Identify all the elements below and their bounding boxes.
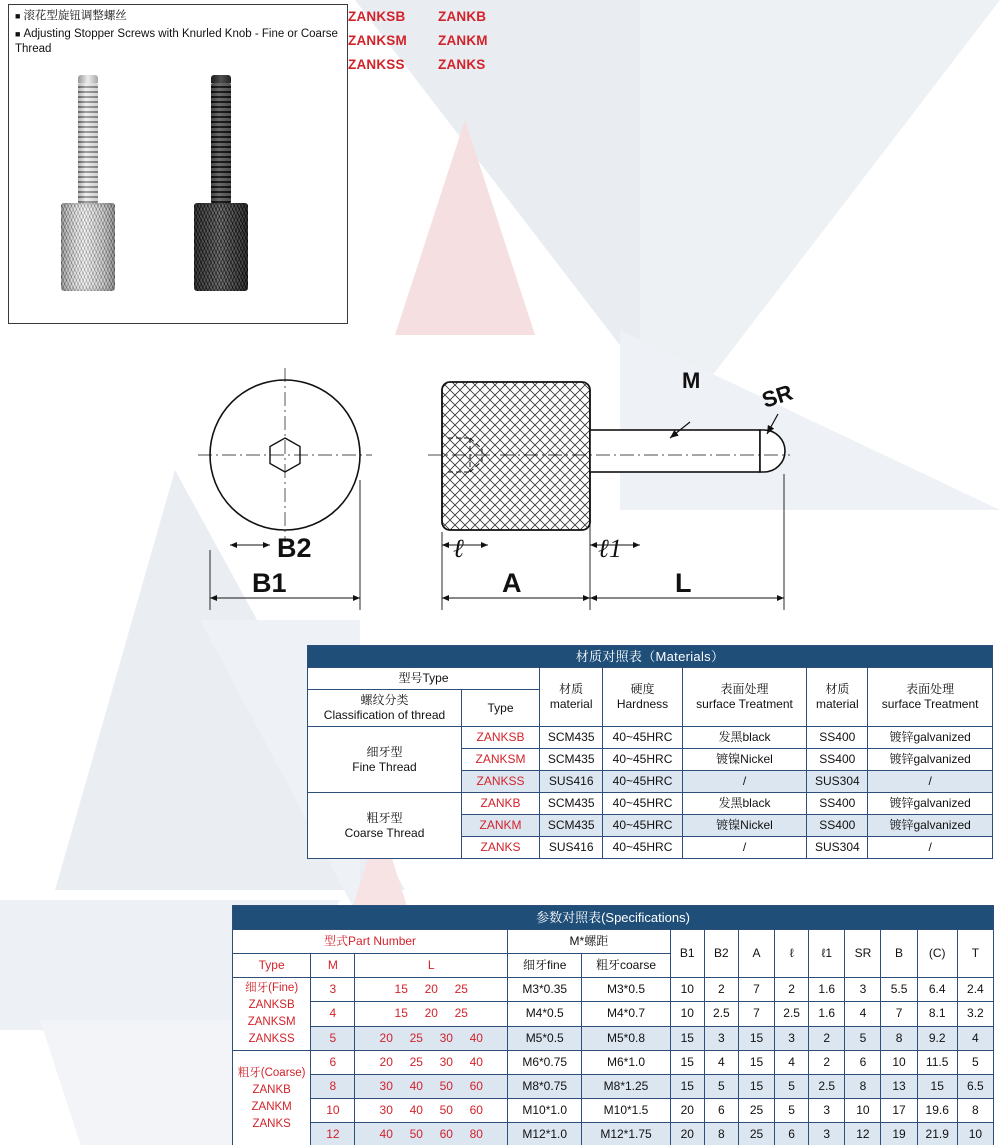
spec-header-fine: 细牙fine xyxy=(508,954,582,978)
materials-surface: 镀镍Nickel xyxy=(682,749,807,771)
model-code-list xyxy=(348,4,588,76)
spec-l-1: 15 xyxy=(394,1006,408,1021)
spec-l-4: 60 xyxy=(469,1103,483,1117)
spec-l xyxy=(355,1026,508,1050)
group-coarse-code-1: ZANKB xyxy=(252,1083,291,1096)
spec-b2: 6 xyxy=(704,1099,738,1123)
materials-hardness: 40~45HRC xyxy=(603,815,682,837)
model-code: ZANKS xyxy=(438,56,486,72)
screw-tip-a xyxy=(78,75,98,83)
materials-surface2: 镀锌galvanized xyxy=(868,793,993,815)
hdr-hardness-en: Hardness xyxy=(616,697,669,711)
hdr-surface2-cn: 表面处理 xyxy=(906,682,955,696)
materials-type: ZANKB xyxy=(462,793,540,815)
hdr-surface2-en: surface Treatment xyxy=(881,697,979,711)
materials-material2: SS400 xyxy=(807,793,868,815)
spec-fine: M5*0.5 xyxy=(508,1026,582,1050)
spec-l-3: 25 xyxy=(454,982,468,997)
hdr-class-cn: 螺纹分类 xyxy=(360,693,409,707)
spec-title: 参数对照表(Specifications) xyxy=(233,906,994,930)
product-title-en: Adjusting Stopper Screws with Knurled Knob - Fine or Coarse Thread xyxy=(15,28,338,55)
group-fine-code-2: ZANKSM xyxy=(247,1016,296,1028)
materials-header-material-2 xyxy=(807,668,868,727)
spec-col-c: (C) xyxy=(917,930,957,978)
spec-m: 10 xyxy=(311,1099,355,1123)
materials-surface: / xyxy=(682,837,807,859)
spec-header-type: Type xyxy=(233,954,311,978)
spec-c: 15 xyxy=(917,1075,957,1099)
bullet-icon: ■ xyxy=(15,11,21,21)
spec-l-3: 60 xyxy=(439,1127,453,1141)
materials-material2: SS400 xyxy=(807,727,868,749)
spec-header-coarse: 粗牙coarse xyxy=(582,954,670,978)
spec-header-row-1 xyxy=(233,930,994,954)
product-photo-card xyxy=(8,4,348,324)
spec-l-small: 3 xyxy=(775,1026,809,1050)
svg-text:M: M xyxy=(682,368,701,393)
hdr-surface1-cn: 表面处理 xyxy=(720,682,769,696)
spec-b: 10 xyxy=(881,1051,917,1075)
materials-material2: SUS304 xyxy=(807,771,868,793)
spec-b2: 2 xyxy=(704,978,738,1002)
screw-shank-b xyxy=(211,83,231,203)
spec-c: 11.5 xyxy=(917,1051,957,1075)
technical-drawing xyxy=(170,350,870,650)
hdr-hardness-cn: 硬度 xyxy=(630,682,655,696)
product-title xyxy=(9,5,347,57)
spec-l-3: 50 xyxy=(439,1079,453,1093)
spec-row-m3 xyxy=(233,978,994,1002)
group-coarse-cn: 粗牙型 xyxy=(366,810,403,825)
spec-col-b1: B1 xyxy=(670,930,704,978)
spec-l-2: 20 xyxy=(424,982,438,997)
spec-col-sr: SR xyxy=(845,930,881,978)
materials-material: SCM435 xyxy=(540,727,603,749)
spec-l-3: 50 xyxy=(439,1103,453,1117)
spec-t: 2.4 xyxy=(957,978,993,1002)
screw-knurled-knob-b xyxy=(194,203,248,291)
spec-c: 21.9 xyxy=(917,1123,957,1145)
spec-l xyxy=(355,1099,508,1123)
spec-l1: 2 xyxy=(809,1051,845,1075)
spec-b1: 10 xyxy=(670,978,704,1002)
materials-header-type-group: 型号Type xyxy=(308,668,540,690)
group-coarse-code-2: ZANKM xyxy=(251,1100,292,1113)
spec-l-1: 40 xyxy=(379,1127,393,1141)
spec-sr: 12 xyxy=(845,1123,881,1145)
spec-row-m4 xyxy=(233,1002,994,1026)
materials-hardness: 40~45HRC xyxy=(603,727,682,749)
spec-col-a: A xyxy=(738,930,774,978)
materials-material: SCM435 xyxy=(540,749,603,771)
materials-title-row xyxy=(308,646,993,668)
model-code-row xyxy=(348,52,588,76)
screw-knurled-knob-a xyxy=(61,203,115,291)
spec-l xyxy=(355,978,508,1002)
spec-c: 19.6 xyxy=(917,1099,957,1123)
svg-text:ℓ1: ℓ1 xyxy=(598,534,622,563)
spec-l1: 2.5 xyxy=(809,1075,845,1099)
materials-hardness: 40~45HRC xyxy=(603,749,682,771)
spec-coarse: M6*1.0 xyxy=(582,1051,670,1075)
spec-m: 4 xyxy=(311,1002,355,1026)
model-code: ZANKSS xyxy=(348,56,405,72)
group-coarse-label: 粗牙(Coarse) xyxy=(237,1066,306,1079)
spec-sr: 3 xyxy=(845,978,881,1002)
spec-l1: 1.6 xyxy=(809,978,845,1002)
dimension-l1 xyxy=(590,534,640,563)
bullet-icon-2: ■ xyxy=(15,29,21,39)
spec-sr: 8 xyxy=(845,1075,881,1099)
spec-a: 25 xyxy=(738,1099,774,1123)
spec-t: 8 xyxy=(957,1099,993,1123)
spec-c: 9.2 xyxy=(917,1026,957,1050)
spec-l-2: 25 xyxy=(409,1030,423,1045)
spec-fine: M4*0.5 xyxy=(508,1002,582,1026)
spec-b1: 15 xyxy=(670,1026,704,1050)
materials-header-hardness xyxy=(603,668,682,727)
model-code-row xyxy=(348,4,588,28)
spec-b: 19 xyxy=(881,1123,917,1145)
spec-row-m5 xyxy=(233,1026,994,1050)
hdr-material-en: material xyxy=(549,697,593,711)
materials-hardness: 40~45HRC xyxy=(603,793,682,815)
model-code: ZANKSM xyxy=(348,32,407,48)
spec-title-row xyxy=(233,906,994,930)
group-fine-label: 细牙(Fine) xyxy=(245,982,299,994)
materials-group-coarse xyxy=(308,793,462,859)
spec-row-m10 xyxy=(233,1099,994,1123)
drawing-side-view xyxy=(428,382,790,530)
materials-surface2: / xyxy=(868,771,993,793)
spec-l-2: 50 xyxy=(409,1127,423,1141)
spec-a: 15 xyxy=(738,1051,774,1075)
spec-col-b2: B2 xyxy=(704,930,738,978)
model-code: ZANKM xyxy=(438,32,488,48)
materials-surface: 发黑black xyxy=(682,727,807,749)
product-photo-stage xyxy=(9,61,347,301)
model-code: ZANKSB xyxy=(348,8,406,24)
spec-a: 7 xyxy=(738,978,774,1002)
group-coarse-code-3: ZANKS xyxy=(252,1117,291,1130)
spec-coarse: M12*1.75 xyxy=(582,1123,670,1145)
spec-l-2: 40 xyxy=(409,1079,423,1093)
spec-fine: M8*0.75 xyxy=(508,1075,582,1099)
spec-a: 25 xyxy=(738,1123,774,1145)
materials-header-material-1 xyxy=(540,668,603,727)
spec-sr: 4 xyxy=(845,1002,881,1026)
dimension-l-small xyxy=(442,534,488,563)
screw-tip-b xyxy=(211,75,231,83)
drawing-label-m xyxy=(670,368,700,438)
materials-material2: SS400 xyxy=(807,815,868,837)
materials-material2: SUS304 xyxy=(807,837,868,859)
spec-col-b: B xyxy=(881,930,917,978)
hdr-material2-en: material xyxy=(815,697,859,711)
materials-header-type: Type xyxy=(462,690,540,727)
materials-surface2: 镀锌galvanized xyxy=(868,749,993,771)
spec-b2: 2.5 xyxy=(704,1002,738,1026)
materials-material: SCM435 xyxy=(540,793,603,815)
spec-sr: 10 xyxy=(845,1099,881,1123)
hdr-material2-cn: 材质 xyxy=(825,682,850,696)
materials-row-zanksb xyxy=(308,727,993,749)
spec-sr: 6 xyxy=(845,1051,881,1075)
product-title-cn: 滚花型旋钮调整螺丝 xyxy=(23,10,127,22)
drawing-label-sr xyxy=(759,380,796,434)
spec-b: 5.5 xyxy=(881,978,917,1002)
hdr-material-cn: 材质 xyxy=(559,682,584,696)
spec-c: 8.1 xyxy=(917,1002,957,1026)
screw-photo-black xyxy=(194,75,248,291)
spec-fine: M12*1.0 xyxy=(508,1123,582,1145)
spec-l1: 3 xyxy=(809,1123,845,1145)
materials-material: SUS416 xyxy=(540,837,603,859)
spec-l-small: 5 xyxy=(775,1099,809,1123)
spec-col-l-small: ℓ xyxy=(775,930,809,978)
hdr-class-en: Classification of thread xyxy=(323,708,446,722)
dimension-b2 xyxy=(230,533,312,563)
spec-b: 7 xyxy=(881,1002,917,1026)
spec-b2: 8 xyxy=(704,1123,738,1145)
spec-l-small: 5 xyxy=(775,1075,809,1099)
drawing-end-view xyxy=(198,368,372,542)
spec-l-small: 6 xyxy=(775,1123,809,1145)
spec-m: 12 xyxy=(311,1123,355,1145)
materials-surface2: 镀锌galvanized xyxy=(868,727,993,749)
spec-b1: 15 xyxy=(670,1051,704,1075)
spec-l-1: 20 xyxy=(379,1030,393,1045)
spec-m: 5 xyxy=(311,1026,355,1050)
materials-material: SCM435 xyxy=(540,815,603,837)
spec-l-1: 20 xyxy=(379,1055,393,1069)
spec-l-1: 15 xyxy=(394,982,408,997)
spec-l xyxy=(355,1051,508,1075)
screw-photo-stainless xyxy=(61,75,115,291)
spec-b2: 5 xyxy=(704,1075,738,1099)
materials-type: ZANKSB xyxy=(462,727,540,749)
spec-l-4: 40 xyxy=(469,1030,483,1045)
svg-text:B1: B1 xyxy=(252,568,287,598)
svg-text:L: L xyxy=(675,568,692,598)
spec-header-l: L xyxy=(355,954,508,978)
model-code: ZANKB xyxy=(438,8,487,24)
materials-header-classification xyxy=(308,690,462,727)
spec-c: 6.4 xyxy=(917,978,957,1002)
spec-t: 6.5 xyxy=(957,1075,993,1099)
materials-type: ZANKM xyxy=(462,815,540,837)
product-title-en-line xyxy=(15,27,341,57)
materials-header-surface-2 xyxy=(868,668,993,727)
spec-header-part-number: 型式Part Number xyxy=(233,930,508,954)
materials-header-row-1 xyxy=(308,668,993,690)
materials-group-fine xyxy=(308,727,462,793)
spec-col-l1: ℓ1 xyxy=(809,930,845,978)
spec-l-1: 30 xyxy=(379,1103,393,1117)
spec-b2: 3 xyxy=(704,1026,738,1050)
materials-surface: 镀镍Nickel xyxy=(682,815,807,837)
svg-text:ℓ: ℓ xyxy=(453,534,464,563)
spec-b2: 4 xyxy=(704,1051,738,1075)
spec-l-4: 80 xyxy=(469,1127,483,1141)
svg-text:A: A xyxy=(502,568,522,598)
spec-l-2: 25 xyxy=(409,1055,423,1069)
spec-l1: 3 xyxy=(809,1099,845,1123)
spec-a: 7 xyxy=(738,1002,774,1026)
spec-fine: M3*0.35 xyxy=(508,978,582,1002)
materials-surface2: / xyxy=(868,837,993,859)
spec-fine: M6*0.75 xyxy=(508,1051,582,1075)
specifications-table xyxy=(232,905,994,1145)
screw-shank-a xyxy=(78,83,98,203)
spec-m: 8 xyxy=(311,1075,355,1099)
spec-coarse: M3*0.5 xyxy=(582,978,670,1002)
materials-type: ZANKSM xyxy=(462,749,540,771)
spec-a: 15 xyxy=(738,1075,774,1099)
svg-text:SR: SR xyxy=(758,379,796,413)
spec-l xyxy=(355,1002,508,1026)
group-fine-code-3: ZANKSS xyxy=(248,1033,295,1045)
spec-l xyxy=(355,1075,508,1099)
spec-l-3: 30 xyxy=(439,1055,453,1069)
spec-sr: 5 xyxy=(845,1026,881,1050)
spec-coarse: M10*1.5 xyxy=(582,1099,670,1123)
spec-a: 15 xyxy=(738,1026,774,1050)
materials-material2: SS400 xyxy=(807,749,868,771)
spec-coarse: M8*1.25 xyxy=(582,1075,670,1099)
spec-coarse: M4*0.7 xyxy=(582,1002,670,1026)
model-code-row xyxy=(348,28,588,52)
group-coarse-en: Coarse Thread xyxy=(344,825,425,840)
spec-l-2: 20 xyxy=(424,1006,438,1021)
materials-row-zankb xyxy=(308,793,993,815)
spec-row-m6 xyxy=(233,1051,994,1075)
spec-l-4: 40 xyxy=(469,1055,483,1069)
spec-fine: M10*1.0 xyxy=(508,1099,582,1123)
materials-title: 材质对照表（Materials） xyxy=(308,646,993,668)
materials-header-surface-1 xyxy=(682,668,807,727)
spec-t: 10 xyxy=(957,1123,993,1145)
spec-header-pitch: M*螺距 xyxy=(508,930,671,954)
spec-row-m12 xyxy=(233,1123,994,1145)
spec-b1: 20 xyxy=(670,1099,704,1123)
bg-triangle-red-1 xyxy=(395,120,535,335)
spec-group-coarse xyxy=(233,1051,311,1145)
spec-b1: 10 xyxy=(670,1002,704,1026)
materials-table xyxy=(307,645,993,859)
product-title-cn-line xyxy=(15,9,341,24)
svg-text:B2: B2 xyxy=(277,533,312,563)
spec-row-m8 xyxy=(233,1075,994,1099)
spec-t: 5 xyxy=(957,1051,993,1075)
spec-coarse: M5*0.8 xyxy=(582,1026,670,1050)
spec-l-small: 2.5 xyxy=(775,1002,809,1026)
spec-t: 4 xyxy=(957,1026,993,1050)
spec-l xyxy=(355,1123,508,1145)
materials-surface2: 镀锌galvanized xyxy=(868,815,993,837)
spec-l1: 2 xyxy=(809,1026,845,1050)
materials-hardness: 40~45HRC xyxy=(603,837,682,859)
group-fine-en: Fine Thread xyxy=(352,759,417,774)
group-fine-code-1: ZANKSB xyxy=(248,999,295,1011)
materials-surface: 发黑black xyxy=(682,793,807,815)
materials-type: ZANKSS xyxy=(462,771,540,793)
spec-group-fine xyxy=(233,978,311,1051)
spec-m: 3 xyxy=(311,978,355,1002)
materials-surface: / xyxy=(682,771,807,793)
spec-l-3: 25 xyxy=(454,1006,468,1021)
spec-header-m: M xyxy=(311,954,355,978)
hdr-surface1-en: surface Treatment xyxy=(696,697,793,711)
spec-l-small: 4 xyxy=(775,1051,809,1075)
spec-l-small: 2 xyxy=(775,978,809,1002)
spec-col-t: T xyxy=(957,930,993,978)
spec-l1: 1.6 xyxy=(809,1002,845,1026)
spec-l-4: 60 xyxy=(469,1079,483,1093)
spec-b: 8 xyxy=(881,1026,917,1050)
spec-b: 17 xyxy=(881,1099,917,1123)
spec-b1: 20 xyxy=(670,1123,704,1145)
spec-l-3: 30 xyxy=(439,1030,453,1045)
materials-type: ZANKS xyxy=(462,837,540,859)
spec-t: 3.2 xyxy=(957,1002,993,1026)
materials-material: SUS416 xyxy=(540,771,603,793)
spec-m: 6 xyxy=(311,1051,355,1075)
spec-b1: 15 xyxy=(670,1075,704,1099)
spec-l-1: 30 xyxy=(379,1079,393,1093)
materials-hardness: 40~45HRC xyxy=(603,771,682,793)
group-fine-cn: 细牙型 xyxy=(366,744,403,759)
spec-b: 13 xyxy=(881,1075,917,1099)
spec-l-2: 40 xyxy=(409,1103,423,1117)
